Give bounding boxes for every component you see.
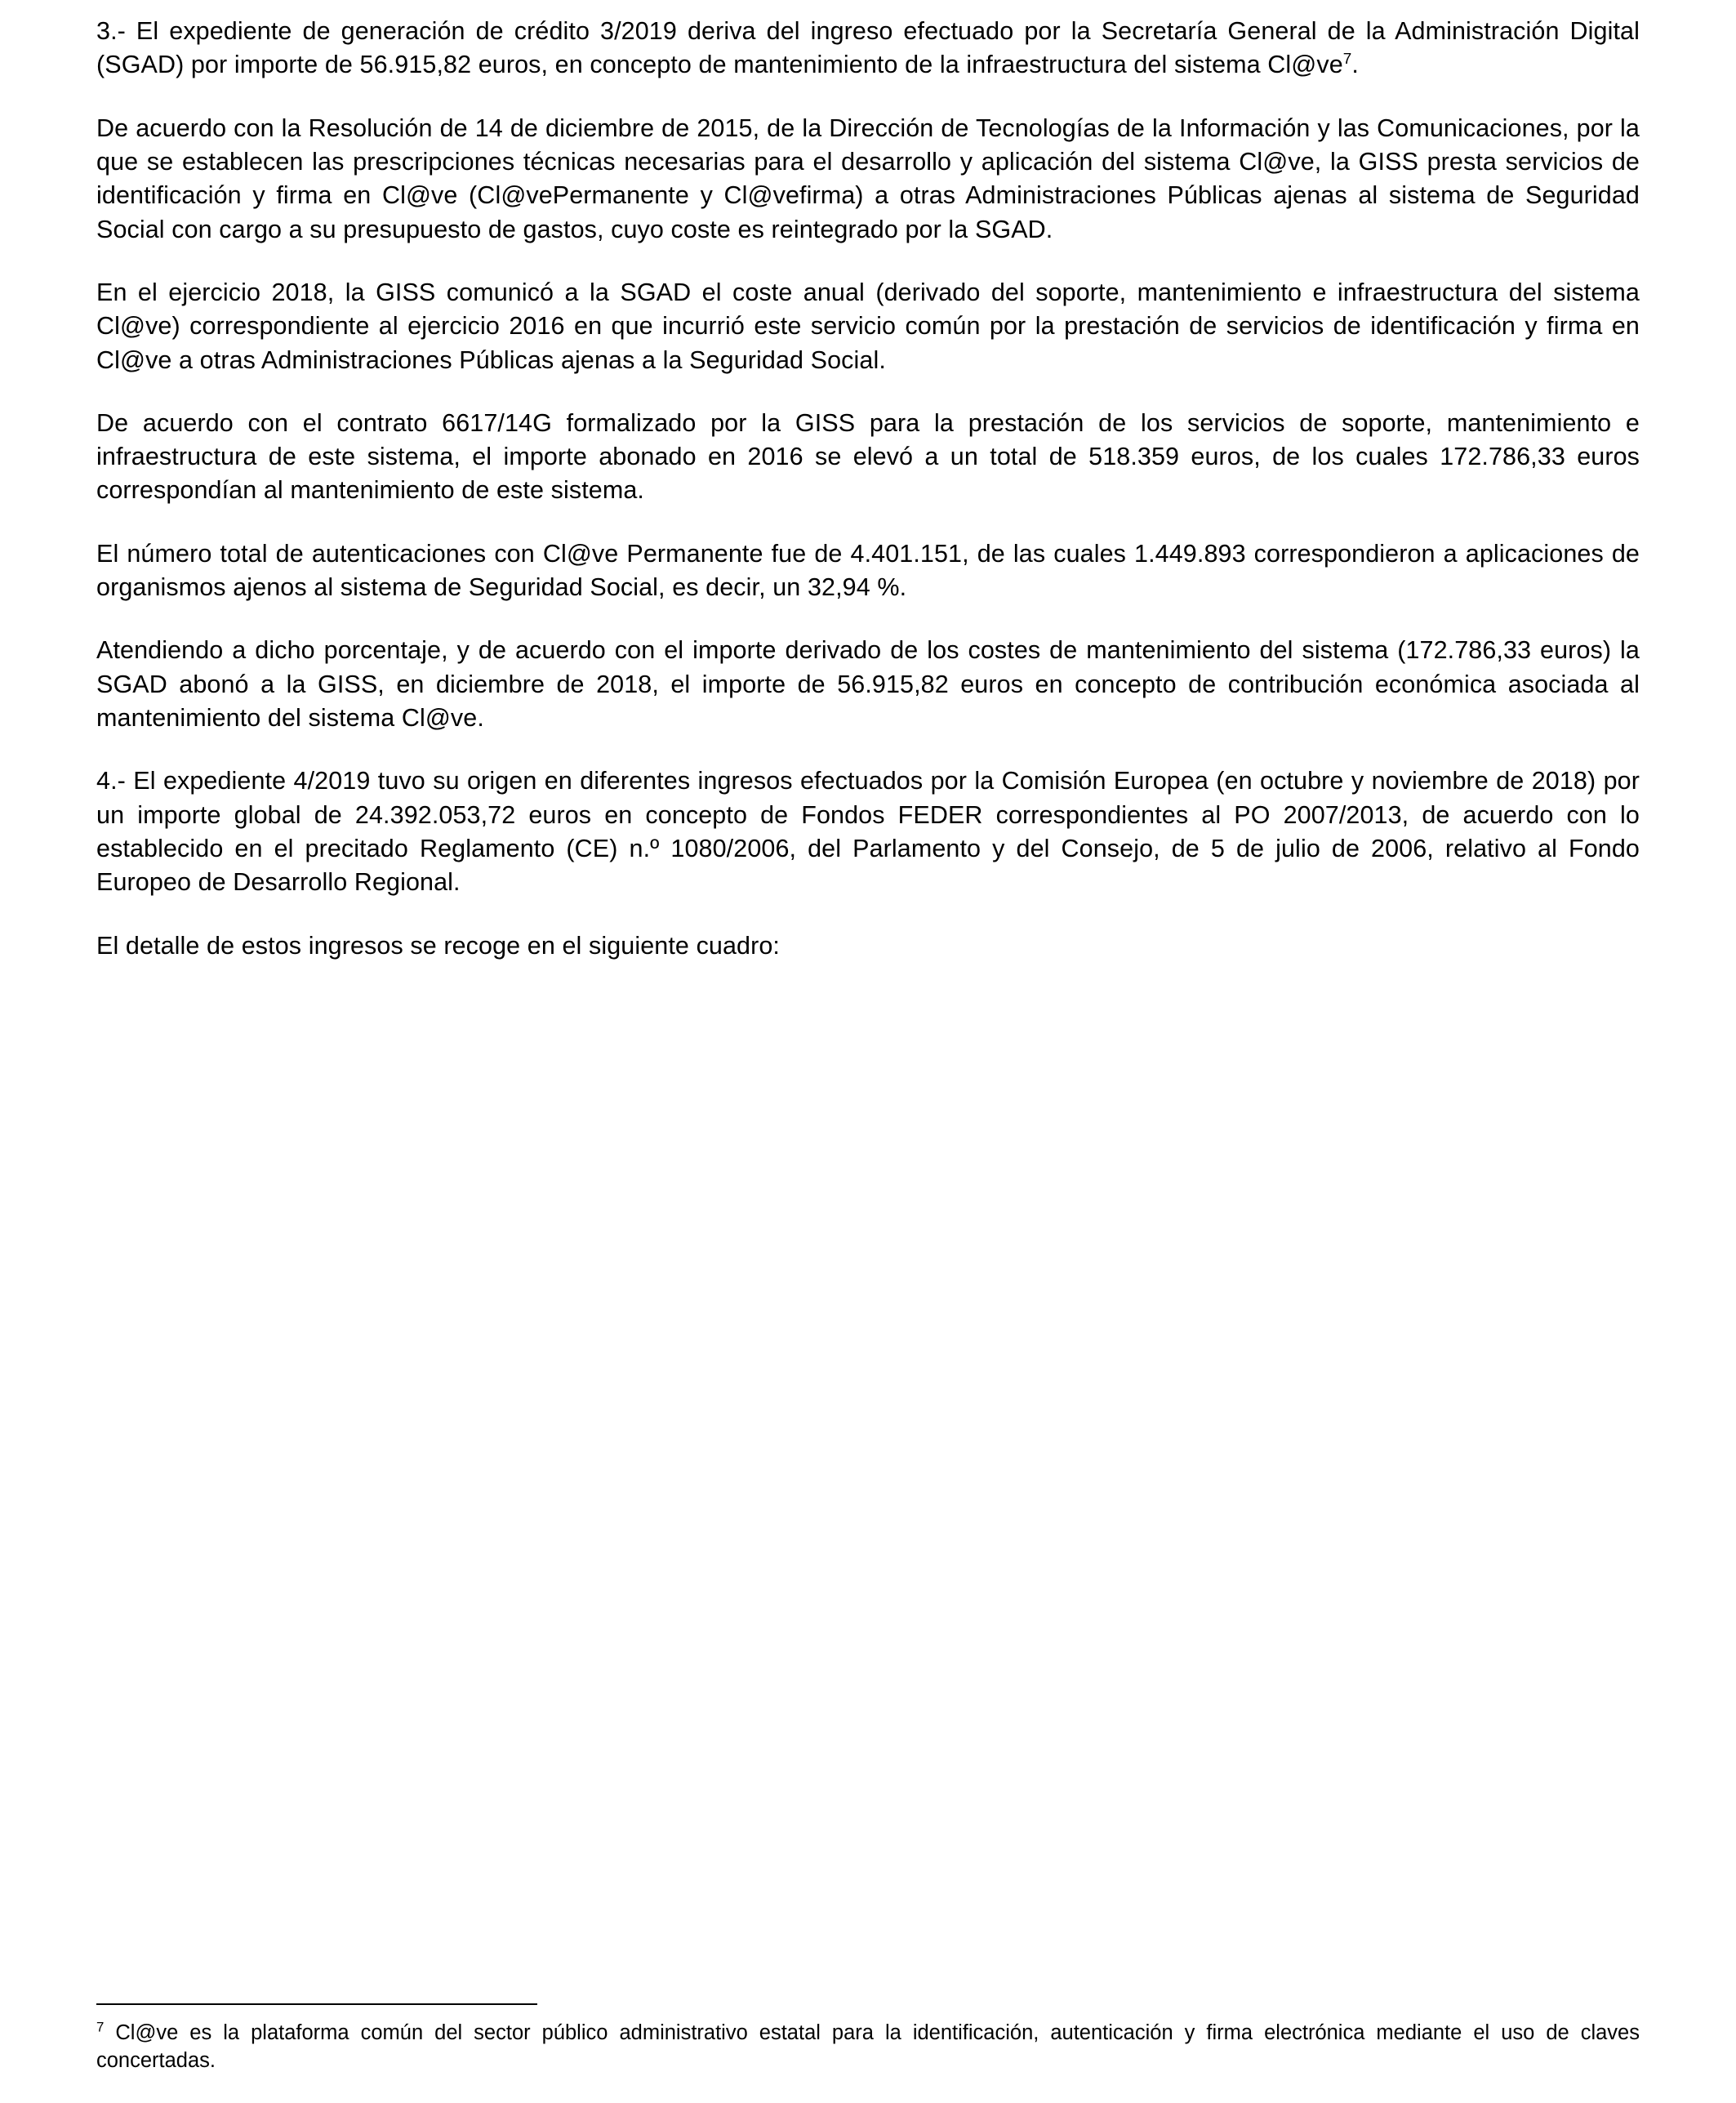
- footnote-number: 7: [96, 2019, 105, 2035]
- footnote-7: [96, 2020, 1640, 2075]
- footnote-body: Cl@ve es la plataforma común del sector público administrativo estatal para la identificación, autenticación y firma electrónica mediante el uso de claves concertadas.: [96, 2021, 1640, 2073]
- paragraph-resolucion: De acuerdo con la Resolución de 14 de diciembre de 2015, de la Dirección de Tecnologías de la Información y las Comunicaciones, por la que se establecen las prescripciones técnicas necesarias para el desarrollo y aplicación del sistema Cl@ve, la GISS presta servicios de identificación y firma en Cl@ve (Cl@vePermanente y Cl@vefirma) a otras Administraciones Públicas ajenas al sistema de Seguridad Social con cargo a su presupuesto de gastos, cuyo coste es reintegrado por la SGAD.: [96, 114, 1640, 243]
- paragraph-detalle-cuadro: El detalle de estos ingresos se recoge en el siguiente cuadro:: [96, 931, 780, 960]
- paragraph-expediente-4: 4.- El expediente 4/2019 tuvo su origen en diferentes ingresos efectuados por la Comisión Europea (en octubre y noviembre de 2018) por un importe global de 24.392.053,72 euros en concepto de Fondos FEDER correspondientes al PO 2007/2013, de acuerdo con lo establecido en el precitado Reglamento (CE) n.º 1080/2006, del Parlamento y del Consejo, de 5 de julio de 2006, relativo al Fondo Europeo de Desarrollo Regional.: [96, 767, 1640, 897]
- empty-content-area: [96, 963, 1640, 964]
- footnote-area: [96, 2003, 1640, 2075]
- paragraph-expediente-3: [96, 15, 1640, 82]
- paragraph-porcentaje: Atendiendo a dicho porcentaje, y de acuerdo con el importe derivado de los costes de mantenimiento del sistema (172.786,33 euros) la SGAD abonó a la GISS, en diciembre de 2018, el importe de 56.915,82 euros en concepto de contribución económica asociada al mantenimiento del sistema Cl@ve.: [96, 636, 1640, 732]
- paragraph-text: 3.- El expediente de generación de crédito 3/2019 deriva del ingreso efectuado por la Secretaría General de la Administración Digital (SGAD) por importe de 56.915,82 euros, en concepto de mantenimiento de la infraestructura del sistema Cl@ve: [96, 17, 1640, 79]
- paragraph-ejercicio-2018: En el ejercicio 2018, la GISS comunicó a la SGAD el coste anual (derivado del soporte, mantenimiento e infraestructura del sistema Cl@ve) correspondiente al ejercicio 2016 en que incurrió este servicio común por la prestación de servicios de identificación y firma en Cl@ve a otras Administraciones Públicas ajenas a la Seguridad Social.: [96, 278, 1640, 374]
- footnote-reference-7[interactable]: 7: [1342, 51, 1352, 69]
- paragraph-contrato: De acuerdo con el contrato 6617/14G formalizado por la GISS para la prestación de los servicios de soporte, mantenimiento e infraestructura de este sistema, el importe abonado en 2016 se elevó a un total de 518.359 euros, de los cuales 172.786,33 euros correspondían al mantenimiento de este sistema.: [96, 408, 1640, 505]
- paragraph-text-tail: .: [1351, 51, 1359, 79]
- paragraph-autenticaciones: El número total de autenticaciones con Cl@ve Permanente fue de 4.401.151, de las cuales 1.449.893 correspondieron a aplicaciones de organismos ajenos al sistema de Seguridad Social, es decir, un 32,94 %.: [96, 539, 1640, 602]
- footnote-separator-rule: [96, 2003, 537, 2005]
